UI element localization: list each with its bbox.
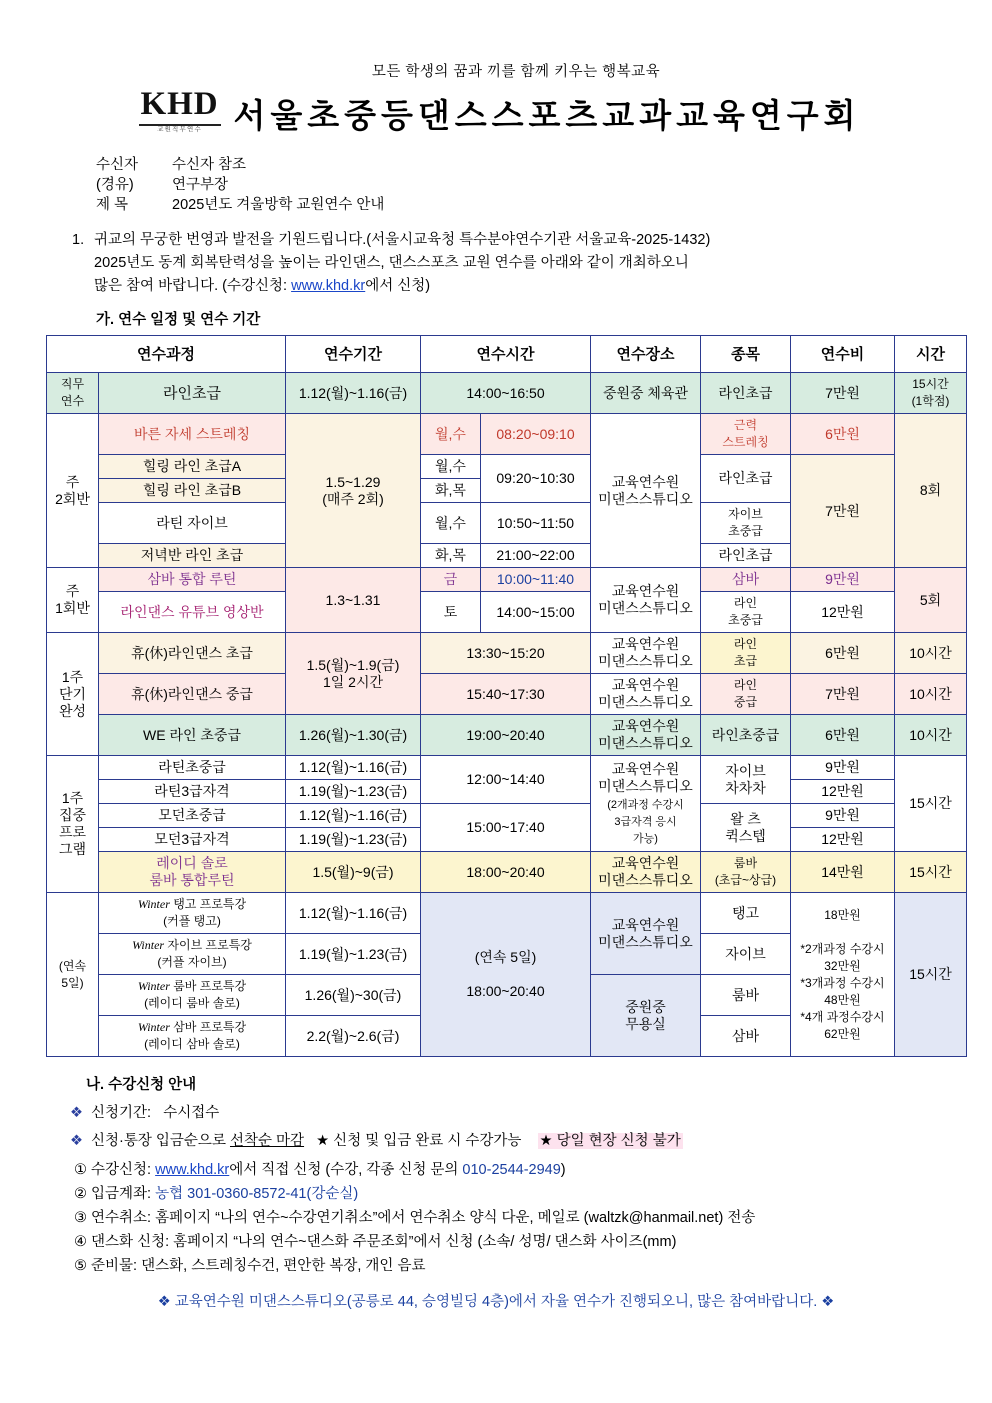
cell-item: 왈 츠 퀵스텝	[701, 804, 791, 852]
cell-period: 1.5(월)~1.9(금) 1일 2시간	[286, 633, 421, 715]
first-come-text: 선착순 마감	[229, 1133, 305, 1149]
cell-course: 라인초급	[99, 373, 286, 414]
info-list	[74, 1158, 992, 1278]
application-period-line	[70, 1101, 992, 1122]
cell-period: 1.5~1.29 (매주 2회)	[286, 414, 421, 568]
th-fee: 연수비	[791, 336, 895, 373]
cell-time: 18:00~20:40	[421, 852, 591, 893]
via-value: 연구부장	[172, 177, 229, 193]
cell-course: 모던3급자격	[99, 828, 286, 852]
document-header	[0, 0, 992, 141]
cell-item: 자이브 초중급	[701, 503, 791, 544]
cell-item: 라인초중급	[701, 715, 791, 756]
item-label: 준비물:	[91, 1258, 138, 1274]
phone-number: 010-2544-2949	[462, 1162, 561, 1178]
slogan-text: 모든 학생의 꿈과 끼를 함께 키우는 행복교육	[371, 64, 661, 80]
group-label-week1: 주 1회반	[47, 568, 99, 633]
signup-link[interactable]: www.khd.kr	[155, 1162, 230, 1178]
cell-course: 라틴초중급	[99, 756, 286, 780]
recipient-value: 수신자 참조	[172, 157, 247, 173]
cell-time: 10:50~11:50	[481, 503, 591, 544]
cell-item: 삼바	[701, 1016, 791, 1057]
cell-course: 힐링 라인 초급A	[99, 455, 286, 479]
th-course: 연수과정	[47, 336, 286, 373]
cell-course: 힐링 라인 초급B	[99, 479, 286, 503]
page-title: 서울초중등댄스스포츠교과교육연구회	[233, 98, 861, 135]
meta-row-via	[96, 175, 992, 195]
cell-item: 룸바	[701, 975, 791, 1016]
cell-item: 룸바 (초급~상급)	[701, 852, 791, 893]
payment-complete-note: ★ 신청 및 입금 완료 시 수강가능	[316, 1133, 522, 1149]
cell-place: 교육연수원 미댄스스튜디오	[591, 633, 701, 674]
cell-time: 15:40~17:30	[421, 674, 591, 715]
payment-order-text: 신청·통장 입금순으로	[91, 1133, 226, 1149]
shoes-info: 홈페이지 “나의 연수~댄스화 주문조회”에서 신청 (소속/ 성명/ 댄스화 사이즈(mm)	[173, 1234, 677, 1250]
list-item	[74, 1158, 992, 1182]
cell-fee: 9만원	[791, 756, 895, 780]
cell-course: Winter 삼바 프로특강 (레이디 삼바 솔로)	[99, 1016, 286, 1057]
intro-line-3	[94, 275, 992, 298]
intro-number: 1.	[72, 232, 85, 248]
table-row	[47, 715, 967, 756]
cell-time: 14:00~16:50	[421, 373, 591, 414]
group-label-week2: 주 2회반	[47, 414, 99, 568]
th-item: 종목	[701, 336, 791, 373]
recipient-label: 수신자	[96, 157, 139, 173]
item-number: ②	[74, 1186, 87, 1202]
cell-period: 1.26(월)~30(금)	[286, 975, 421, 1016]
group-label-jikmu: 직무 연수	[47, 373, 99, 414]
cell-course: 휴(休)라인댄스 초급	[99, 633, 286, 674]
cell-course: WE 라인 초중급	[99, 715, 286, 756]
cell-hours: 10시간	[895, 674, 967, 715]
cell-item: 라인 초중급	[701, 592, 791, 633]
cell-place: 교육연수원 미댄스스튜디오	[591, 414, 701, 568]
cell-fee: 6만원	[791, 715, 895, 756]
cell-course: 레이디 솔로 룸바 통합루틴	[99, 852, 286, 893]
item-label: 댄스화 신청:	[91, 1234, 170, 1250]
schedule-table	[46, 335, 967, 1057]
cell-course: Winter 탱고 프로특강 (커플 탱고)	[99, 893, 286, 934]
cell-course: 휴(休)라인댄스 중급	[99, 674, 286, 715]
cell-days: 월,수	[421, 414, 481, 455]
item-label: 연수취소:	[91, 1210, 152, 1226]
cell-period: 1.12(월)~1.16(금)	[286, 373, 421, 414]
cell-place: 교육연수원 미댄스스튜디오	[591, 715, 701, 756]
khd-logo	[132, 85, 228, 141]
cell-fee: 6만원	[791, 414, 895, 455]
cell-period: 1.19(월)~1.23(금)	[286, 934, 421, 975]
table-row	[47, 455, 967, 479]
item-number: ⑤	[74, 1258, 87, 1274]
cell-fee: 14만원	[791, 852, 895, 893]
cell-time: 19:00~20:40	[421, 715, 591, 756]
th-time: 연수시간	[421, 336, 591, 373]
cell-time: 15:00~17:40	[421, 804, 591, 852]
cell-course: 라틴 자이브	[99, 503, 286, 544]
cell-hours: 8회	[895, 414, 967, 568]
th-place: 연수장소	[591, 336, 701, 373]
cell-days: 화,목	[421, 479, 481, 503]
diamond-icon: ❖	[70, 1105, 83, 1121]
cell-hours: 5회	[895, 568, 967, 633]
section-a-heading: 가. 연수 일정 및 연수 기간	[96, 312, 261, 328]
item-label: 입금계좌:	[91, 1186, 152, 1202]
cancel-info: 홈페이지 “나의 연수~수강연기취소”에서 연수취소 양식 다운, 메일로 (waltzk@hanmail.net) 전송	[155, 1210, 756, 1226]
cell-place: 교육연수원 미댄스스튜디오	[591, 893, 701, 975]
cell-course: 삼바 통합 루틴	[99, 568, 286, 592]
cell-fee: 12만원	[791, 592, 895, 633]
intro-line-1: 귀교의 무궁한 번영과 발전을 기원드립니다.(서울시교육청 특수분야연수기관 서울교육-2025-1432)	[94, 232, 711, 248]
th-hours: 시간	[895, 336, 967, 373]
cell-time: 10:00~11:40	[481, 568, 591, 592]
cell-place: 중원중 무용실	[591, 975, 701, 1057]
cell-days: 월,수	[421, 455, 481, 479]
table-row	[47, 852, 967, 893]
section-b-heading: 나. 수강신청 안내	[86, 1077, 197, 1093]
item-tail: )	[560, 1162, 566, 1178]
cell-days: 토	[421, 592, 481, 633]
cell-hours: 15시간 (1학점)	[895, 373, 967, 414]
cell-course: 모던초중급	[99, 804, 286, 828]
group-label-intensive: 1주 집중 프로 그램	[47, 756, 99, 893]
intro-line-3-post: 에서 신청)	[365, 278, 431, 294]
table-row	[47, 568, 967, 592]
cell-item: 라인초급	[701, 455, 791, 503]
item-label: 수강신청:	[91, 1162, 152, 1178]
meta-row-subject	[96, 195, 992, 215]
logo-text: KHD	[140, 86, 219, 122]
application-period-value: 수시접수	[163, 1105, 220, 1121]
cell-days: 화,목	[421, 544, 481, 568]
cell-period: 1.3~1.31	[286, 568, 421, 633]
cell-period: 2.2(월)~2.6(금)	[286, 1016, 421, 1057]
cell-time: 12:00~14:40	[421, 756, 591, 804]
title-row	[0, 85, 992, 141]
table-row	[47, 592, 967, 633]
cell-course: 라틴3급자격	[99, 780, 286, 804]
cell-period: 1.12(월)~1.16(금)	[286, 893, 421, 934]
intro-line-3-pre: 많은 참여 바랍니다. (수강신청:	[94, 278, 292, 294]
cell-fee: 7만원	[791, 455, 895, 568]
cell-hours: 15시간	[895, 852, 967, 893]
cell-period: 1.12(월)~1.16(금)	[286, 756, 421, 780]
cell-fee: 12만원	[791, 828, 895, 852]
cell-fee: 12만원	[791, 780, 895, 804]
logo-subtext: 교원직무연수	[157, 126, 202, 133]
intro-paragraph	[72, 229, 992, 298]
item-number: ①	[74, 1162, 87, 1178]
cell-fee: 9만원	[791, 568, 895, 592]
cell-course: Winter 룸바 프로특강 (레이디 룸바 솔로)	[99, 975, 286, 1016]
table-row	[47, 674, 967, 715]
table-header-row	[47, 336, 967, 373]
table-row	[47, 893, 967, 934]
cell-item: 라인초급	[701, 544, 791, 568]
cell-hours: 10시간	[895, 633, 967, 674]
list-item	[74, 1254, 992, 1278]
table-row	[47, 633, 967, 674]
cell-days: 월,수	[421, 503, 481, 544]
cell-course: 바른 자세 스트레칭	[99, 414, 286, 455]
cell-time: 09:20~10:30	[481, 455, 591, 503]
cell-place: 교육연수원 미댄스스튜디오	[591, 852, 701, 893]
list-item	[74, 1230, 992, 1254]
cell-item: 라인 초급	[701, 633, 791, 674]
meta-block	[96, 155, 992, 215]
cell-fee: 7만원	[791, 373, 895, 414]
cell-fee: 18만원 *2개과정 수강시 32만원 *3개과정 수강시 48만원 *4개 과정수강시 62만원	[791, 893, 895, 1057]
cell-period: 1.19(월)~1.23(금)	[286, 780, 421, 804]
item-number: ④	[74, 1234, 87, 1250]
table-row	[47, 373, 967, 414]
cell-item: 탱고	[701, 893, 791, 934]
cell-item: 라인 중급	[701, 674, 791, 715]
intro-line-2: 2025년도 동계 회복탄력성을 높이는 라인댄스, 댄스스포츠 교원 연수를 아래와 같이 개최하오니	[94, 255, 689, 271]
th-period: 연수기간	[286, 336, 421, 373]
cell-time: 08:20~09:10	[481, 414, 591, 455]
table-row	[47, 804, 967, 828]
meta-row-recipient	[96, 155, 992, 175]
cell-item: 삼바	[701, 568, 791, 592]
cell-hours: 15시간	[895, 756, 967, 852]
cell-fee: 6만원	[791, 633, 895, 674]
cell-course: 저녁반 라인 초급	[99, 544, 286, 568]
khd-website-link[interactable]: www.khd.kr	[291, 278, 366, 294]
cell-hours: 15시간	[895, 893, 967, 1057]
item-number: ③	[74, 1210, 87, 1226]
cell-period: 1.19(월)~1.23(금)	[286, 828, 421, 852]
cell-place: 교육연수원 미댄스스튜디오	[591, 674, 701, 715]
cell-fee: 9만원	[791, 804, 895, 828]
table-row	[47, 414, 967, 455]
supplies-info: 댄스화, 스트레칭수건, 편안한 복장, 개인 음료	[141, 1258, 426, 1274]
table-row	[47, 756, 967, 780]
cell-time: (연속 5일) 18:00~20:40	[421, 893, 591, 1057]
diamond-icon: ❖	[70, 1133, 83, 1149]
cell-item: 근력 스트레칭	[701, 414, 791, 455]
via-label: (경유)	[96, 177, 134, 193]
cell-time: 14:00~15:00	[481, 592, 591, 633]
cell-place: 중원중 체육관	[591, 373, 701, 414]
bank-account: 농협 301-0360-8572-41(강순실)	[155, 1186, 359, 1202]
cell-course: Winter 자이브 프로특강 (커플 자이브)	[99, 934, 286, 975]
cell-fee: 7만원	[791, 674, 895, 715]
cell-period: 1.12(월)~1.16(금)	[286, 804, 421, 828]
subject-label: 제 목	[96, 197, 129, 213]
cell-place: 교육연수원 미댄스스튜디오 (2개과정 수강시 3급자격 응시 가능)	[591, 756, 701, 852]
no-onsite-note: ★ 당일 현장 신청 불가	[539, 1133, 681, 1149]
group-label-continuous: (연속 5일)	[47, 893, 99, 1057]
closing-note: ❖ 교육연수원 미댄스스튜디오(공릉로 44, 승영빌딩 4층)에서 자율 연수가 진행되오니, 많은 참여바랍니다. ❖	[157, 1294, 835, 1310]
cell-time: 21:00~22:00	[481, 544, 591, 568]
subject-value: 2025년도 겨울방학 교원연수 안내	[172, 197, 385, 213]
group-label-short: 1주 단기 완성	[47, 633, 99, 756]
cell-period: 1.26(월)~1.30(금)	[286, 715, 421, 756]
cell-item: 자이브	[701, 934, 791, 975]
list-item	[74, 1206, 992, 1230]
application-period-label: 신청기간:	[91, 1105, 152, 1121]
list-item	[74, 1182, 992, 1206]
cell-period: 1.5(월)~9(금)	[286, 852, 421, 893]
cell-course: 라인댄스 유튜브 영상반	[99, 592, 286, 633]
item-text: 에서 직접 신청 (수강, 각종 신청 문의	[229, 1162, 463, 1178]
cell-hours: 10시간	[895, 715, 967, 756]
cell-days: 금	[421, 568, 481, 592]
cell-time: 13:30~15:20	[421, 633, 591, 674]
cell-place: 교육연수원 미댄스스튜디오	[591, 568, 701, 633]
cell-item: 라인초급	[701, 373, 791, 414]
payment-order-line	[70, 1129, 992, 1150]
cell-item: 자이브 차차차	[701, 756, 791, 804]
